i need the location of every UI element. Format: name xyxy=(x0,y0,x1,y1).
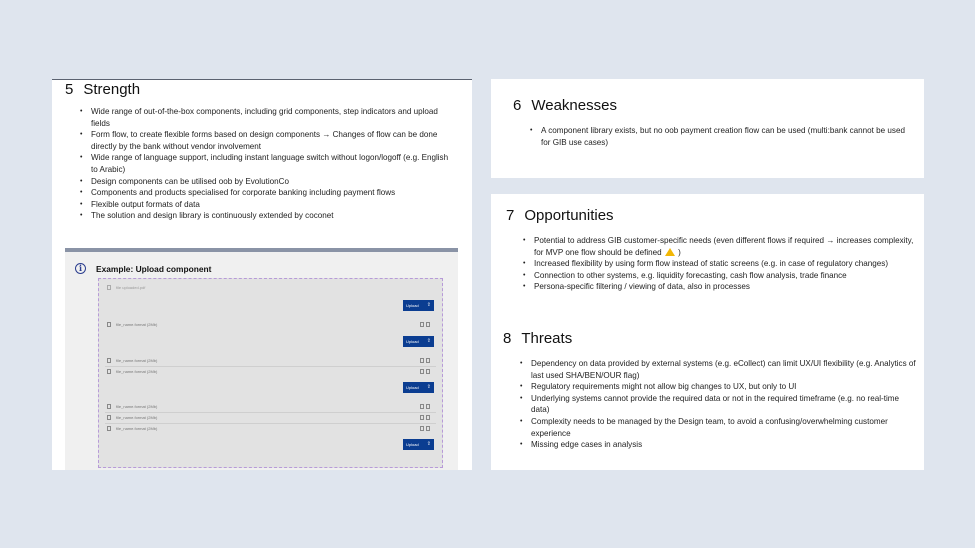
strength-number: 5 xyxy=(65,81,74,98)
file-actions[interactable] xyxy=(418,322,432,327)
file-row: file_name.format (2Mb) xyxy=(105,425,436,434)
delete-icon[interactable] xyxy=(426,322,430,327)
opportunities-list xyxy=(521,235,916,293)
opportunities-item: • Potential to address GIB customer-specific needs (even different flows if required → increases complexity, for MVP one flow should be defined ) xyxy=(521,235,916,258)
delete-icon[interactable] xyxy=(426,404,430,409)
file-row: file_name.format (2Mb) xyxy=(105,414,436,423)
download-icon[interactable] xyxy=(420,426,424,431)
threats-heading xyxy=(503,330,572,347)
file-actions[interactable] xyxy=(418,369,432,374)
dropzone-placeholder: file uploaded.pdf xyxy=(116,285,146,290)
strength-list xyxy=(78,106,453,222)
file-row: file_name.format (2Mb) xyxy=(105,368,436,377)
opportunities-number: 7 xyxy=(506,207,515,224)
threats-title: Threats xyxy=(521,330,573,347)
example-title: Example: Upload component xyxy=(96,264,212,274)
threats-item: • Underlying systems cannot provide the required data or not in the required timeframe (e.g. no real-time data) xyxy=(518,393,918,416)
file-row: file_name.format (2Mb) xyxy=(105,403,436,412)
download-icon[interactable] xyxy=(420,369,424,374)
info-icon: i xyxy=(75,263,86,274)
file-actions[interactable] xyxy=(418,358,432,363)
threats-number: 8 xyxy=(503,330,512,347)
upload-icon: ⇪ xyxy=(426,302,431,308)
opportunities-item: • Increased flexibility by using form flow instead of static screens (e.g. in case of regulatory changes) xyxy=(521,258,916,270)
strength-item: • Wide range of out-of-the-box components, including grid components, step indicators and upload fields xyxy=(78,106,453,129)
weaknesses-heading xyxy=(513,97,617,114)
opportunities-threats-card xyxy=(491,194,924,470)
upload-button[interactable]: Upload ⇪ xyxy=(403,382,434,393)
threats-list xyxy=(518,358,918,451)
strength-title: Strength xyxy=(83,81,141,98)
strength-item: • Wide range of language support, including instant language switch without logon/logoff (e.g. English to Arabic) xyxy=(78,152,453,175)
download-icon[interactable] xyxy=(420,358,424,363)
threats-item: • Regulatory requirements might not allow big changes to UX, but only to UI xyxy=(518,381,918,393)
delete-icon[interactable] xyxy=(426,426,430,431)
threats-item: • Dependency on data provided by external systems (e.g. eCollect) can limit UX/UI flexibility (e.g. Analytics of last used SHA/BEN/OUR flag) xyxy=(518,358,918,381)
threats-item: • Missing edge cases in analysis xyxy=(518,439,918,451)
file-actions[interactable] xyxy=(418,415,432,420)
weaknesses-list xyxy=(528,125,908,148)
strength-item: • The solution and design library is continuously extended by coconet xyxy=(78,210,453,222)
strength-item: • Design components can be utilised oob by EvolutionCo xyxy=(78,176,453,188)
file-icon xyxy=(107,322,111,327)
file-icon xyxy=(107,426,111,431)
delete-icon[interactable] xyxy=(426,358,430,363)
weaknesses-title: Weaknesses xyxy=(531,97,617,114)
opportunities-item: • Persona-specific filtering / viewing of data, also in processes xyxy=(521,281,916,293)
warning-icon xyxy=(665,248,675,256)
download-icon[interactable] xyxy=(420,322,424,327)
file-icon xyxy=(107,358,111,363)
file-icon xyxy=(107,369,111,374)
opportunities-heading xyxy=(506,207,614,224)
opportunities-item: • Connection to other systems, e.g. liquidity forecasting, cash flow analysis, trade finance xyxy=(521,270,916,282)
weaknesses-card xyxy=(491,79,924,178)
file-row: file_name.format (2Mb) xyxy=(105,357,436,366)
file-actions[interactable] xyxy=(418,426,432,431)
upload-example-panel xyxy=(65,248,458,470)
file-row: file_name.format (2Mb) xyxy=(105,321,436,330)
weaknesses-item: • A component library exists, but no oob payment creation flow can be used (multi:bank cannot be used for GIB use cases) xyxy=(528,125,908,148)
download-icon[interactable] xyxy=(420,404,424,409)
upload-icon: ⇪ xyxy=(426,338,431,344)
delete-icon[interactable] xyxy=(426,415,430,420)
strength-item: • Flexible output formats of data xyxy=(78,199,453,211)
strength-card xyxy=(52,79,472,470)
upload-icon: ⇪ xyxy=(426,441,431,447)
weaknesses-number: 6 xyxy=(513,97,522,114)
opportunities-title: Opportunities xyxy=(524,207,614,224)
file-icon xyxy=(107,404,111,409)
upload-button[interactable]: Upload ⇪ xyxy=(403,300,434,311)
download-icon[interactable] xyxy=(420,415,424,420)
upload-component-mock xyxy=(98,278,443,468)
upload-dropzone xyxy=(105,284,225,293)
upload-icon: ⇪ xyxy=(426,384,431,390)
file-actions[interactable] xyxy=(418,404,432,409)
upload-button[interactable]: Upload ⇪ xyxy=(403,439,434,450)
strength-item: • Components and products specialised for corporate banking including payment flows xyxy=(78,187,453,199)
strength-item: • Form flow, to create flexible forms based on design components → Changes of flow can be done directly by the bank without vendor involvement xyxy=(78,129,453,152)
file-icon xyxy=(107,415,111,420)
threats-item: • Complexity needs to be managed by the Design team, to avoid a confusing/overwhelming customer experience xyxy=(518,416,918,439)
file-icon xyxy=(107,285,111,290)
delete-icon[interactable] xyxy=(426,369,430,374)
strength-heading xyxy=(65,81,140,98)
upload-button[interactable]: Upload ⇪ xyxy=(403,336,434,347)
